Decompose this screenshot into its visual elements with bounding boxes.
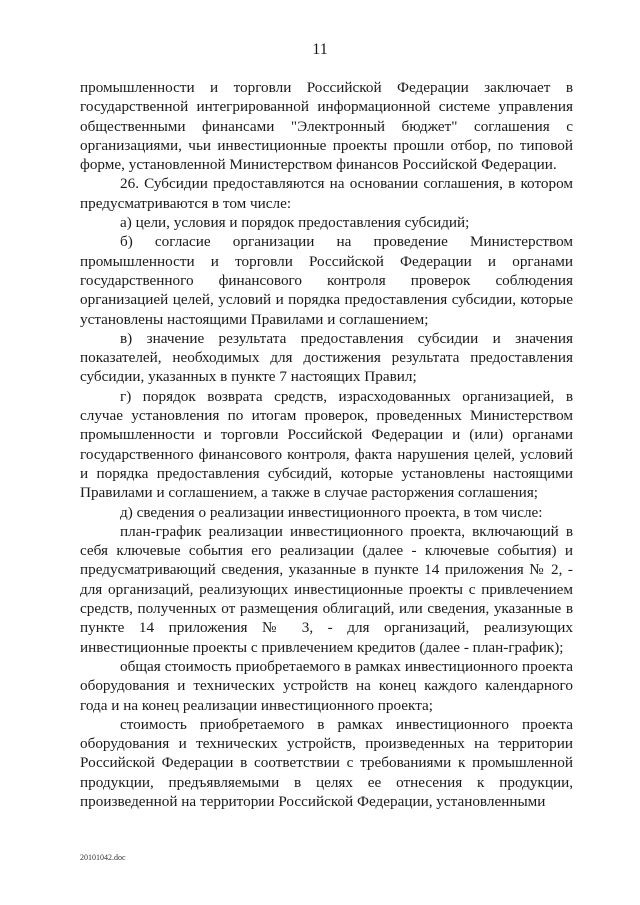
document-body xyxy=(80,78,573,811)
footer-filename: 20101042.doc xyxy=(80,853,126,862)
page-number: 11 xyxy=(312,41,328,58)
paragraph-domestic-cost: стоимость приобретаемого в рамках инвестиционного проекта оборудования и технических устройств, произведенных на территории Российской Федерации в соответствии с требованиями к промышленной продукции, предъявляемыми в целях ее отнесения к продукции, произведенной на территории Российской Федерации, установленными xyxy=(80,715,573,810)
paragraph-item-a: а) цели, условия и порядок предоставления субсидий; xyxy=(120,214,470,232)
paragraph-item-g: г) порядок возврата средств, израсходованных организацией, в случае установления по итогам проверок, проведенных Министерством промышленности и торговли Российской Федерации и (или) органами государственного финансового контроля, факта нарушения целей, условий и порядка предоставления субсидий, которые установлены настоящими Правилами и соглашением, а также в случае расторжения соглашения; xyxy=(80,387,573,502)
paragraph-item-d: д) сведения о реализации инвестиционного проекта, в том числе: xyxy=(120,503,543,521)
paragraph-plan-schedule: план-график реализации инвестиционного проекта, включающий в себя ключевые события его реализации (далее - ключевые события) и предусматривающий сведения, указанные в пункте 14 приложения № 2, - для организаций, реализующих инвестиционные проекты с привлечением средств, полученных от размещения облигаций, или сведения, указанные в пункте 14 приложения № 3, - для организаций, реализующих инвестиционные проекты с привлечением кредитов (далее - план-график); xyxy=(80,522,573,656)
paragraph-total-cost: общая стоимость приобретаемого в рамках инвестиционного проекта оборудования и технических устройств на конец каждого календарного года и на конец реализации инвестиционного проекта; xyxy=(80,657,573,714)
paragraph-item-b: б) согласие организации на проведение Министерством промышленности и торговли Российской Федерации и органами государственного финансового контроля проверок соблюдения организацией целей, условий и порядка предоставления субсидии, которые установлены настоящими Правилами и соглашением; xyxy=(80,233,573,328)
paragraph-item-v: в) значение результата предоставления субсидии и значения показателей, необходимых для достижения результата предоставления субсидии, указанных в пункте 7 настоящих Правил; xyxy=(80,329,573,386)
paragraph-continuation: промышленности и торговли Российской Федерации заключает в государственной интегрированной информационной системе управления общественными финансами "Электронный бюджет" соглашения с организациями, чьи инвестиционные проекты прошли отбор, по типовой форме, установленной Министерством финансов Российской Федерации. xyxy=(80,79,573,174)
paragraph-26: 26. Субсидии предоставляются на основании соглашения, в котором предусматриваются в том числе: xyxy=(80,175,573,212)
